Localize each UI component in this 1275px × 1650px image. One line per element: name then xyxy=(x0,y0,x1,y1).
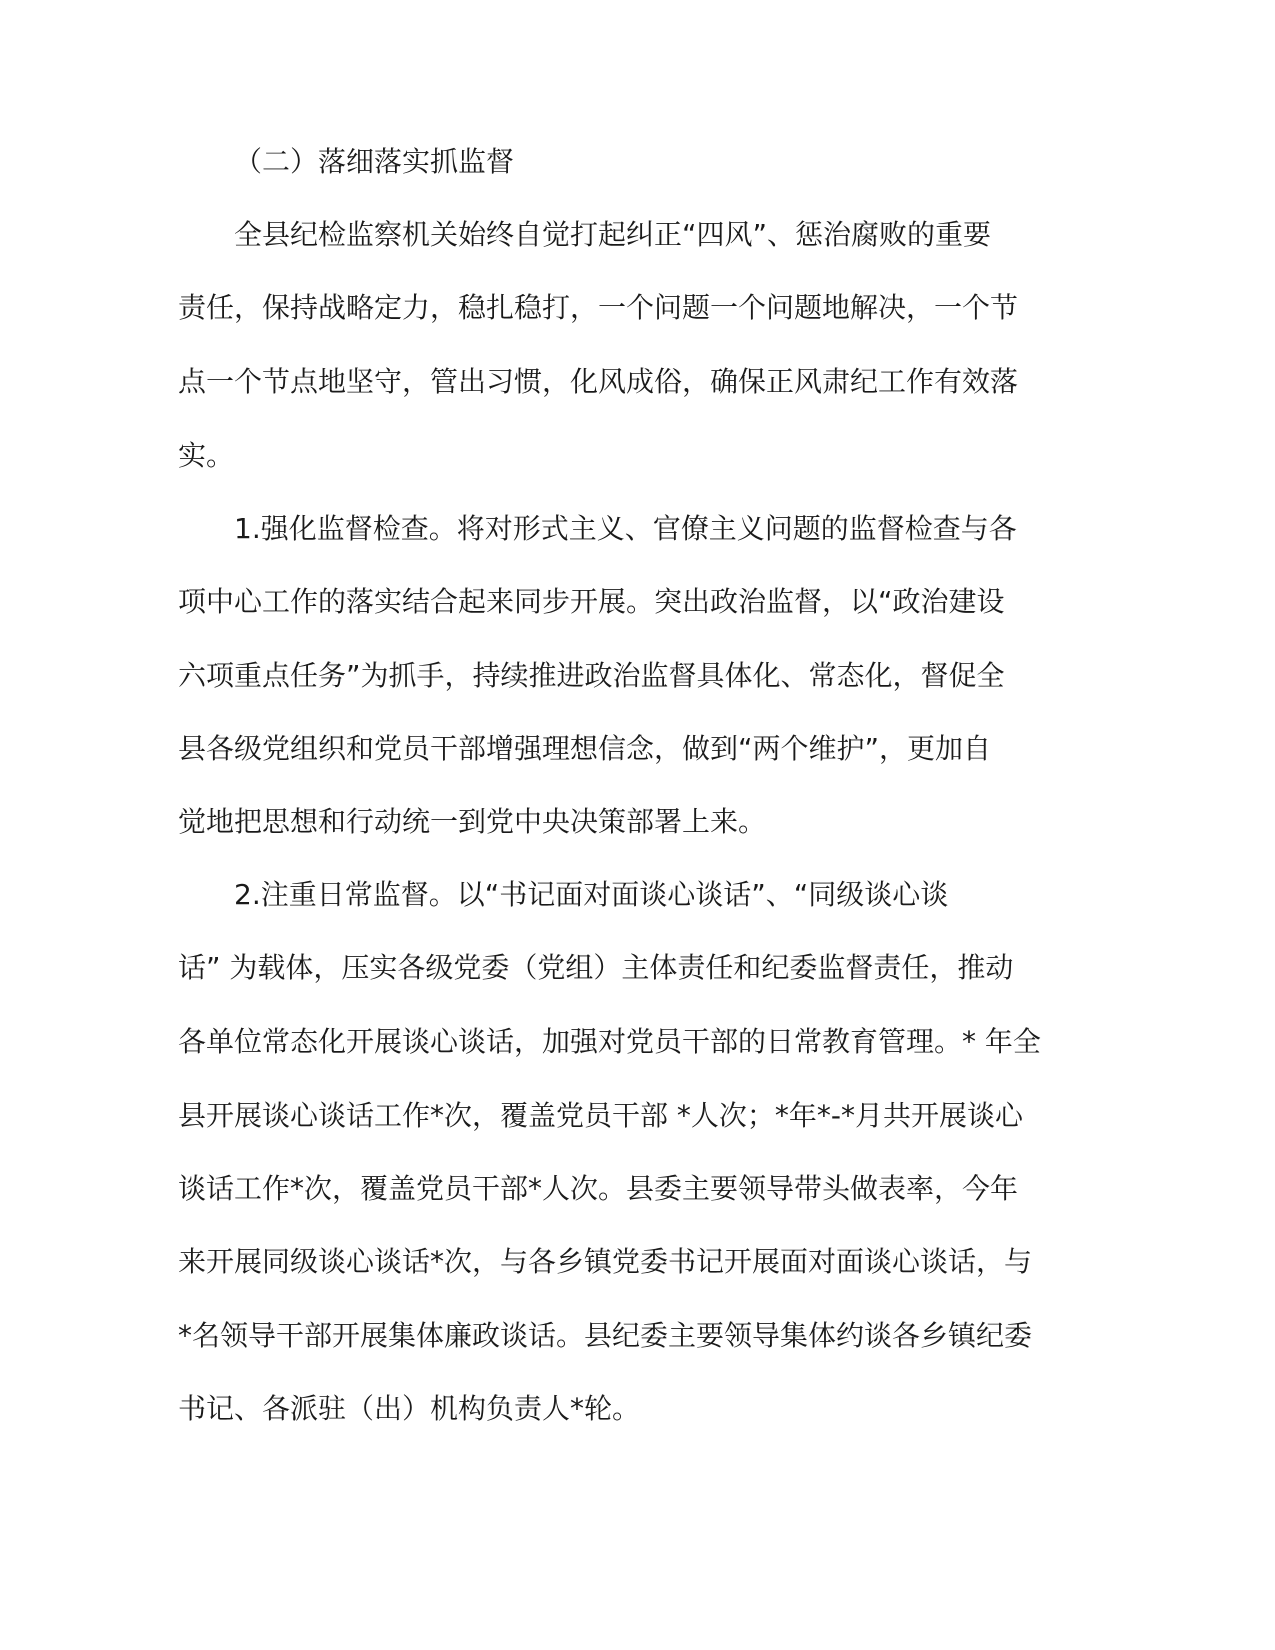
paragraph-line: 项中心工作的落实结合起来同步开展。突出政治监督，以“政治建设 xyxy=(178,585,1005,618)
paragraph-line: 全县纪检监察机关始终自觉打起纠正“四风”、惩治腐败的重要 xyxy=(234,218,992,251)
paragraph-line: 1.强化监督检查。将对形式主义、官僚主义问题的监督检查与各 xyxy=(234,512,1017,545)
paragraph-line: 来开展同级谈心谈话*次，与各乡镇党委书记开展面对面谈心谈话，与 xyxy=(178,1245,1033,1278)
paragraph-line: 话” 为载体，压实各级党委（党组）主体责任和纪委监督责任，推动 xyxy=(178,951,1014,984)
section-heading: （二）落细落实抓监督 xyxy=(234,145,515,178)
paragraph-line: 书记、各派驻（出）机构负责人*轮。 xyxy=(178,1392,641,1425)
paragraph-line: 六项重点任务”为抓手，持续推进政治监督具体化、常态化，督促全 xyxy=(178,659,1005,692)
paragraph-line: 实。 xyxy=(178,439,235,472)
paragraph-line: 谈话工作*次，覆盖党员干部*人次。县委主要领导带头做表率，今年 xyxy=(178,1172,1019,1205)
paragraph-line: *名领导干部开展集体廉政谈话。县纪委主要领导集体约谈各乡镇纪委 xyxy=(178,1319,1033,1352)
paragraph-line: 2.注重日常监督。以“书记面对面谈心谈话”、“同级谈心谈 xyxy=(234,878,949,911)
paragraph-line: 责任，保持战略定力，稳扎稳打，一个问题一个问题地解决，一个节 xyxy=(178,291,1019,324)
paragraph-line: 县开展谈心谈话工作*次，覆盖党员干部 *人次；*年*-*月共开展谈心 xyxy=(178,1099,1024,1132)
paragraph-line: 觉地把思想和行动统一到党中央决策部署上来。 xyxy=(178,805,767,838)
paragraph-line: 各单位常态化开展谈心谈话，加强对党员干部的日常教育管理。* 年全 xyxy=(178,1025,1041,1058)
paragraph-line: 县各级党组织和党员干部增强理想信念，做到“两个维护”，更加自 xyxy=(178,732,992,765)
paragraph-line: 点一个节点地坚守，管出习惯，化风成俗，确保正风肃纪工作有效落 xyxy=(178,365,1019,398)
